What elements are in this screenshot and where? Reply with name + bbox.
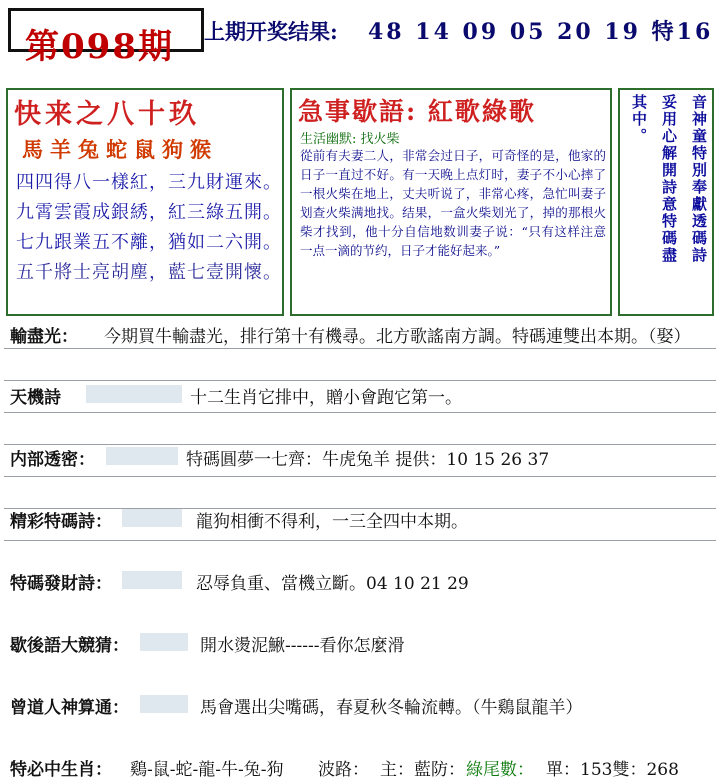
- tail-value: 單：153雙：268: [546, 760, 679, 780]
- previous-result-label: 上期开奖结果:: [204, 19, 338, 44]
- row-label: 特必中生肖：: [10, 760, 112, 780]
- row-label: 歇後語大競猜：: [10, 636, 129, 656]
- row-divider: [4, 444, 716, 445]
- row-label: 輸盡光：: [10, 327, 78, 347]
- left-panel: [6, 88, 284, 316]
- row-temafacaishi: [0, 565, 720, 595]
- row-content: 特碼圓夢一七齊：牛虎兔羊 提供：10 15 26 37: [186, 450, 550, 470]
- row-zengdaoren: [0, 689, 720, 719]
- issue-number: 第098期: [25, 27, 174, 67]
- row-tianjishi: [0, 379, 720, 409]
- row-label: 内部透密：: [10, 450, 95, 470]
- issue-box: [8, 8, 204, 67]
- right-panel-column-3: 其中。: [630, 94, 648, 145]
- tail-label: 綠尾數：: [466, 760, 534, 780]
- row-label: 曾道人神算通：: [10, 698, 129, 718]
- row-divider: [4, 476, 716, 477]
- right-panel-columns: [622, 94, 714, 314]
- right-panel: [618, 88, 714, 316]
- panels-area: [0, 88, 720, 318]
- row-divider: [4, 508, 716, 509]
- left-panel-title: 快来之八十玖: [14, 99, 200, 130]
- row-content: 馬會選出尖嘴碼，春夏秋冬輪流轉。（牛鷄鼠龍羊）: [200, 698, 583, 718]
- row-mask: [140, 695, 188, 713]
- row-label: 天機詩: [10, 388, 61, 408]
- left-panel-zodiac: 馬羊兔蛇鼠狗猴: [22, 137, 218, 162]
- row-label: 特碼發財詩：: [10, 574, 112, 594]
- row-content: 忍辱負重、當機立斷。04 10 21 29: [196, 574, 469, 594]
- row-neibutoumi: [0, 441, 720, 471]
- left-panel-verses: [16, 168, 282, 288]
- middle-panel-subtitle: 生活幽默: 找火柴: [300, 132, 400, 147]
- row-label: 精彩特碼詩：: [10, 512, 112, 532]
- row-mask: [122, 509, 182, 527]
- verse-line: 四四得八一樣紅，三九財運來。: [16, 172, 282, 193]
- row-divider: [4, 348, 716, 349]
- row-divider: [4, 540, 716, 541]
- row-divider: [4, 380, 716, 381]
- middle-panel: [290, 88, 612, 316]
- row-xiehouyu: [0, 627, 720, 657]
- middle-panel-title: 急事歇語: 紅歌綠歌: [298, 97, 536, 126]
- row-mask: [106, 447, 178, 465]
- wave-label: 波路：: [318, 760, 369, 780]
- previous-result-numbers: 48 14 09 05 20 19 特16: [368, 19, 714, 45]
- row-mask: [122, 571, 182, 589]
- final-zodiac: 鷄-鼠-蛇-龍-牛-兔-狗: [130, 760, 284, 780]
- row-content: 十二生肖它排中，贈小會跑它第一。: [190, 388, 462, 408]
- verse-line: 五千將士亮胡塵，藍七壹開懷。: [16, 262, 282, 283]
- verse-line: 七九跟業五不離，猶如二六開。: [16, 232, 282, 253]
- right-panel-column-2: 妥用心解開詩意特碼盡: [660, 94, 678, 264]
- row-tebizhongshengxiao: [0, 751, 720, 781]
- row-divider: [4, 412, 716, 413]
- header-band: [0, 0, 720, 67]
- row-mask: [86, 385, 182, 403]
- row-shujinguang: [0, 318, 720, 348]
- detail-rows: [0, 318, 720, 780]
- middle-panel-body: 從前有夫妻二人，非常会过日子，可奇怪的是，他家的日子一直过不好。有一天晚上点灯时，妻子不小心摔了一根火柴在地上，丈夫听说了，非常心疼，急忙叫妻子划查火柴满地找。结果，一盒火柴划光了，掉的那根火柴才找到，他十分自信地数训妻子说：“只有这样注意一点一滴的节约，日子才能好起来。”: [300, 148, 606, 258]
- right-panel-column-1: 音神童特別奉獻透碼詩: [690, 94, 708, 264]
- row-mask: [140, 633, 188, 651]
- row-content: 今期買牛輸盡光，排行第十有機尋。北方歌謠南方調。特碼連雙出本期。（娶）: [104, 327, 691, 347]
- row-content: 龍狗相衝不得利，一三全四中本期。: [196, 512, 468, 532]
- verse-line: 九霄雲霞成銀綉，紅三綠五開。: [16, 202, 282, 223]
- row-content: 開水燙泥鰍------看你怎麼滑: [200, 636, 405, 656]
- wave-value: 主：藍防：: [380, 760, 465, 780]
